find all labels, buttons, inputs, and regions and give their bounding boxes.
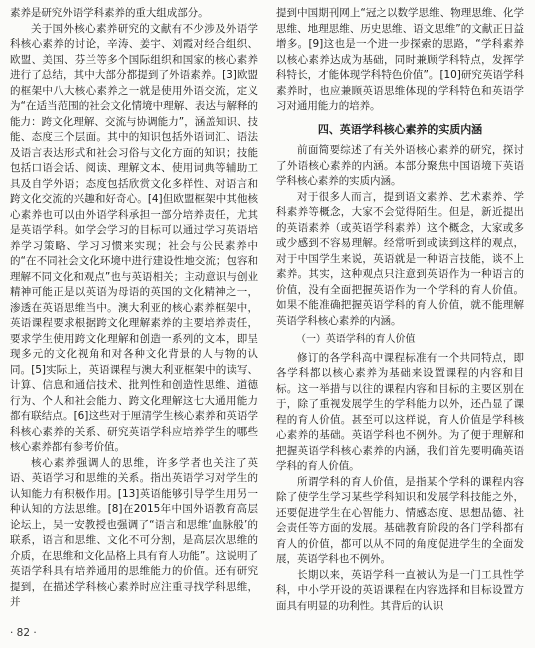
- body-paragraph: 提到中国期刊网上“冠之以数学思维、物理思维、化学思维、地理思维、历史思维、语文思维”的文献正日益增多。[9]这也是一个进一步探索的思路，“学科素养以核心素养达成为基础，同时兼顾学科特点，发挥学科特长，才能体现学科特色价值”。[10]研究英语学科素养时，也应兼顾英语思维体现的学科特色和英语学习对通用能力的培养。: [276, 7, 524, 112]
- body-paragraph: 所谓学科的育人价值，是指某个学科的课程内容除了使学生学习某些学科知识和发展学科技能之外，还要促进学生在心智能力、情感态度、思想品德、社会责任等方面的发展。基础教育阶段的各门学科都有育人的价值，都可以从不同的角度促进学生的全面发展，英语学科也不例外。: [276, 475, 524, 565]
- body-paragraph: 关于国外核心素养研究的文献有不少涉及外语学科核心素养的讨论，辛涛、姜宇、刘霞对经合组织、欧盟、美国、芬兰等多个国际组织和国家的核心素养进行了总结，其中大部分都提到了外语素养。[3]欧盟的框架中八大核心素养之一就是使用外语交流，定义为“在适当范围的社会文化情境中理解、表达与解释的能力：跨文化理解、交流与协调能力”，涵盖知识、技能、态度三个层面。其中的知识包括外语词汇、语法及语言表达形式和社会习俗与文化方面的知识；技能包括口语会话、阅读、理解文本、使用词典等辅助工具及自学外语；态度包括欣赏文化多样性、对语言和跨文化交流的兴趣和好奇心。[4]但欧盟框架中其他核心素养也可以由外语学科承担一部分培养责任，尤其是英语学科。如学会学习的目标可以通过学习英语培养学习策略、学习习惯来实现；社会与公民素养中的“在不同社会文化环境中进行建设性地交流；包容和理解不同文化和观点”也与英语相关；主动意识与创业精神可能正是以英语为母语的英国的文化精神之一，渗透在英语思维当中。澳大利亚的核心素养框架中，英语课程要求根据跨文化理解素养的主要培养责任，要求学生使用跨文化理解和创造一系列的文本，即呈现多元的文化视角和对各种文化背景的人与物的认同。[5]实际上，英语课程与澳大利亚框架中的读写、计算、信息和通信技术、批判性和创造性思维、道德行为、个人和社会能力、跨文化理解这七大通用能力都有联结点。[6]这些对于厘清学生核心素养和英语学科核心素养的关系、研究英语学科应培养学生的哪些核心素养都有参考价值。: [10, 22, 258, 453]
- left-column: [10, 6, 258, 611]
- section-heading: 四、英语学科核心素养的实质内涵: [317, 122, 483, 136]
- body-paragraph: 对于很多人而言，提到语文素养、艺术素养、学科素养等概念，大家不会觉得陌生。但是，新近提出的英语素养（或英语学科素养）这个概念，大家或多或少感到不容易理解。经常听到或读到这样的观点，对于中国学生来说，英语就是一种语言技能，谈不上素养。其实，这种观点只注意到英语作为一种语言的价值，没有全面把握英语作为一个学科的育人价值。如果不能准确把握英语学科的育人价值，就不能理解英语学科核心素养的内涵。: [276, 190, 524, 327]
- subsection-heading: （一）英语学科的育人价值: [296, 334, 416, 345]
- body-paragraph: 核心素养强调人的思维，许多学者也关注了英语、英语学习和思维的关系。指出英语学习对学生的认知能力有积极作用。[13]英语能够引导学生用另一种认知的方法思维。[8]在2015年中国外语教育高层论坛上，吴一安教授也强调了“语言和思维‘血脉般’的联系，语言和思维、文化不可分割，是高层次思维的介质，在思维和文化品格上具有育人功能”。这说明了英语学科具有培养通用的思维能力的价值。还有研究提到，在描述学科核心素养时应注重寻找学科思维，并: [10, 456, 258, 608]
- body-paragraph: 长期以来，英语学科一直被认为是一门工具性学科，中小学开设的英语课程在内容选择和目标设置方面具有明显的功利性。其背后的认识: [276, 568, 524, 612]
- right-column: [276, 6, 524, 614]
- body-paragraph: 修订的各学科高中课程标准有一个共同特点，即各学科都以核心素养为基础来设置课程的内容和目标。这一举措与以往的课程内容和目标的主要区别在于，除了重视发展学生的学科能力以外，还凸显了课程的育人价值。甚至可以这样说，育人价值是学科核心素养的基础。英语学科也不例外。为了便于理解和把握英语学科核心素养的内涵，我们首先要明确英语学科的育人价值。: [276, 351, 524, 472]
- page-number: · 82 ·: [10, 627, 37, 639]
- body-paragraph: 素养是研究外语学科素养的重大组成部分。: [10, 7, 209, 19]
- body-paragraph: 前面简要综述了有关外语核心素养的研究，探讨了外语核心素养的内涵。本部分聚焦中国语境下英语学科核心素养的实质内涵。: [276, 144, 524, 187]
